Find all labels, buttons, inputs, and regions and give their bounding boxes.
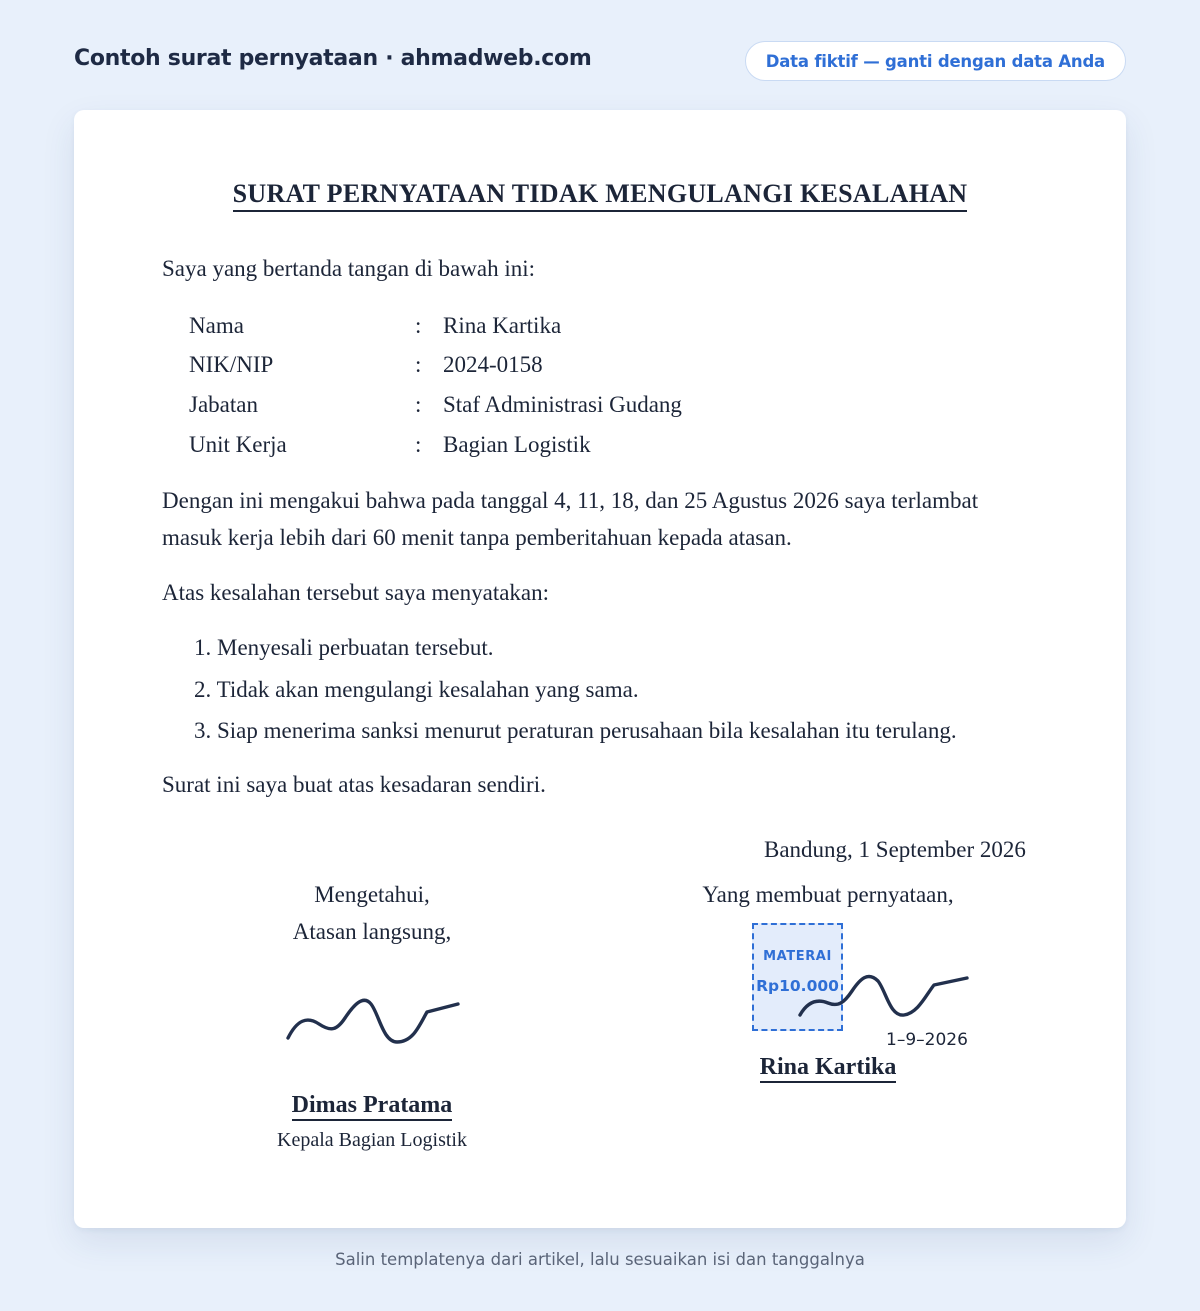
supervisor-signature	[279, 992, 469, 1056]
identity-separator: :	[415, 392, 422, 417]
identity-label: Jabatan	[189, 392, 258, 417]
declaration-point: 1. Menyesali perbuatan tersebut.	[194, 635, 494, 660]
acknowledge-label: Mengetahui,	[314, 882, 430, 907]
identity-separator: :	[415, 352, 422, 377]
stamp-date: 1–9–2026	[886, 1030, 968, 1050]
supervisor-name: Dimas Pratama	[292, 1092, 453, 1121]
identity-value: Staf Administrasi Gudang	[443, 392, 682, 417]
identity-row-nik	[189, 350, 889, 380]
supervisor-position: Kepala Bagian Logistik	[277, 1129, 467, 1151]
letter-paper	[74, 110, 1126, 1228]
maker-label: Yang membuat pernyataan,	[702, 882, 954, 907]
sample-data-badge: Data fiktif — ganti dengan data Anda	[745, 41, 1126, 81]
declaration-intro: Atas kesalahan tersebut saya menyatakan:	[162, 580, 550, 605]
statement-line-1: Dengan ini mengakui bahwa pada tanggal 4, 11, 18, dan 25 Agustus 2026 saya terlambat	[162, 488, 979, 513]
identity-label: Nama	[189, 313, 244, 338]
identity-separator: :	[415, 432, 422, 457]
identity-row-position	[189, 390, 889, 420]
maker-name: Rina Kartika	[760, 1054, 897, 1083]
place-date: Bandung, 1 September 2026	[764, 837, 1026, 862]
identity-value: Bagian Logistik	[443, 432, 591, 457]
maker-name-wrap	[679, 1054, 977, 1081]
identity-separator: :	[415, 313, 422, 338]
identity-value: 2024-0158	[443, 352, 543, 377]
footer-note: Salin templatenya dari artikel, lalu sesuaikan isi dan tanggalnya	[335, 1250, 865, 1269]
declaration-point: 2. Tidak akan mengulangi kesalahan yang sama.	[194, 677, 639, 702]
supervisor-name-wrap	[222, 1092, 522, 1119]
declaration-point: 3. Siap menerima sanksi menurut peraturan perusahaan bila kesalahan itu terulang.	[194, 718, 957, 743]
identity-label: NIK/NIP	[189, 352, 274, 377]
intro-text: Saya yang bertanda tangan di bawah ini:	[162, 256, 535, 281]
stamp-label: MATERAI	[763, 949, 832, 964]
letter-title: SURAT PERNYATAAN TIDAK MENGULANGI KESALAHAN	[233, 179, 968, 212]
letter-title-wrap	[74, 179, 1126, 209]
closing-text: Surat ini saya buat atas kesadaran sendiri.	[162, 772, 546, 797]
top-bar	[74, 40, 1126, 84]
maker-signature	[794, 965, 974, 1025]
supervisor-label: Atasan langsung,	[292, 919, 452, 944]
identity-label: Unit Kerja	[189, 432, 287, 457]
identity-row-unit	[189, 430, 889, 460]
stamp-value: Rp10.000	[756, 977, 839, 995]
site-title: Contoh surat pernyataan · ahmadweb.com	[74, 46, 592, 71]
identity-row-name	[189, 311, 889, 341]
statement-line-2: masuk kerja lebih dari 60 menit tanpa pemberitahuan kepada atasan.	[162, 525, 792, 550]
identity-value: Rina Kartika	[443, 313, 562, 338]
